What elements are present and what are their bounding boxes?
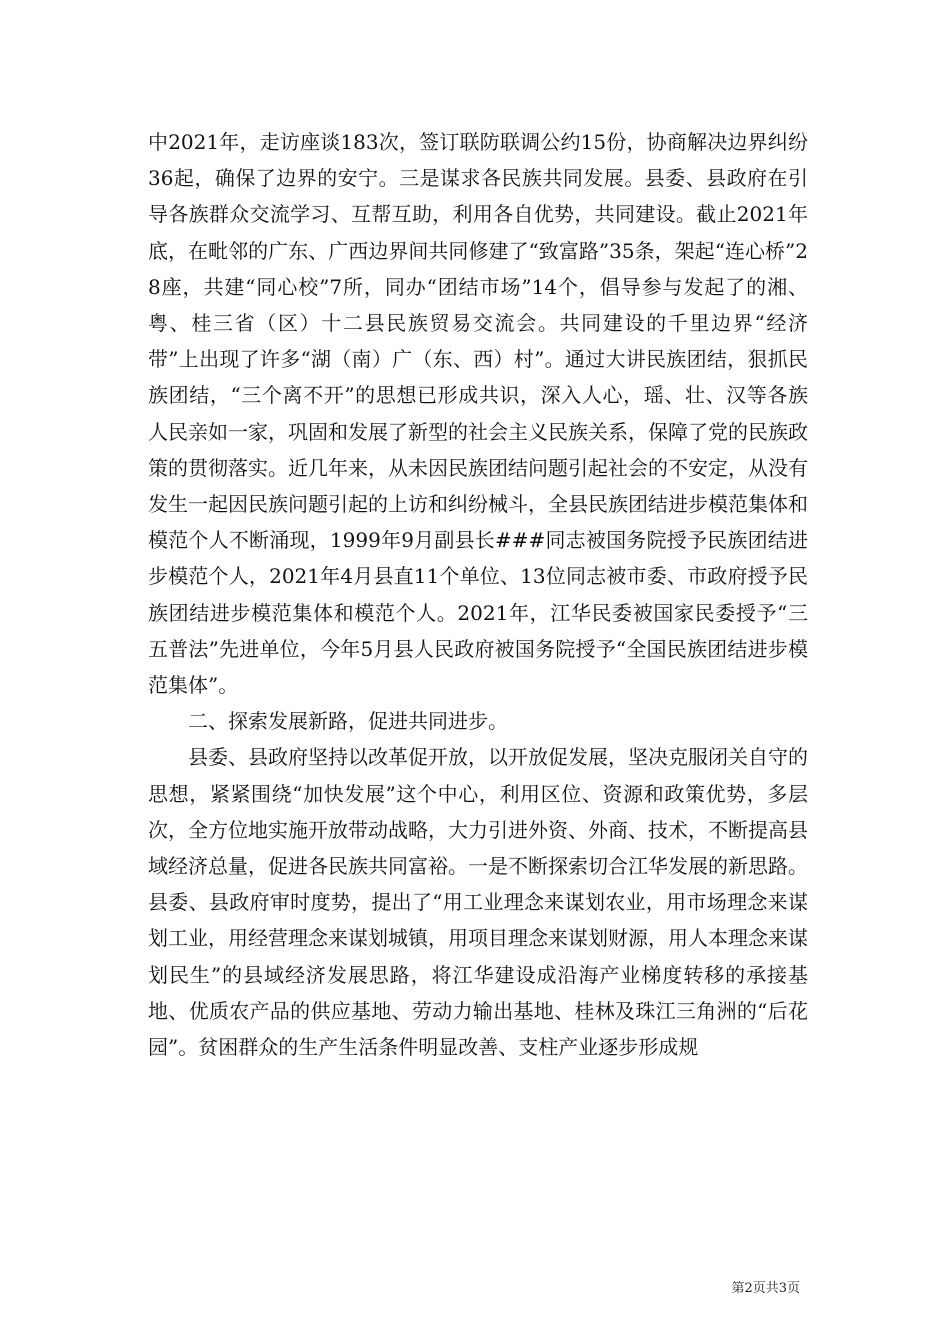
section-heading: 二、探索发展新路，促进共同进步。 [188,709,508,734]
document-body [148,124,808,1065]
paragraph: 县委、县政府坚持以改革促开放，以开放促发展，坚决克服闭关自守的思想，紧紧围绕“加快发展”这个中心，利用区位、资源和政策优势，多层次，全方位地实施开放带动战略，大力引进外资、外商、技术，不断提高县域经济总量，促进各民族共同富裕。一是不断探索切合江华发展的新思路。县委、县政府审时度势，提出了“用工业理念来谋划农业，用市场理念来谋划工业，用经营理念来谋划城镇，用项目理念来谋划财源，用人本理念来谋划民生”的县域经济发展思路，将江华建设成沿海产业梯度转移的承接基地、优质农产品的供应基地、劳动力输出基地、桂林及珠江三角洲的“后花园”。贫困群众的生产生活条件明显改善、支柱产业逐步形成规 [148,745,808,1060]
page-number: 第2页共3页 [731,1281,800,1296]
paragraph-continued: 中2021年，走访座谈183次，签订联防联调公约15份，协商解决边界纠纷36起，确保了边界的安宁。三是谋求各民族共同发展。县委、县政府在引导各族群众交流学习、互帮互助，利用各自优势，共同建设。截止2021年底，在毗邻的广东、广西边界间共同修建了“致富路”35条，架起“连心桥”28座，共建“同心校”7所，同办“团结市场”14个，倡导参与发起了的湘、粤、桂三省（区）十二县民族贸易交流会。共同建设的千里边界“经济带”上出现了许多“湖（南）广（东、西）村”。通过大讲民族团结，狠抓民族团结，“三个离不开”的思想已形成共识，深入人心，瑶、壮、汉等各族人民亲如一家，巩固和发展了新型的社会主义民族关系，保障了党的民族政策的贯彻落实。近几年来，从未因民族团结问题引起社会的不安定，从没有发生一起因民族问题引起的上访和纠纷械斗，全县民族团结进步模范集体和模范个人不断涌现，1999年9月副县长###同志被国务院授予民族团结进步模范个人，2021年4月县直11个单位、13位同志被市委、市政府授予民族团结进步模范集体和模范个人。2021年，江华民委被国家民委授予“三五普法”先进单位，今年5月县人民政府被国务院授予“全国民族团结进步模范集体”。 [148,130,808,698]
